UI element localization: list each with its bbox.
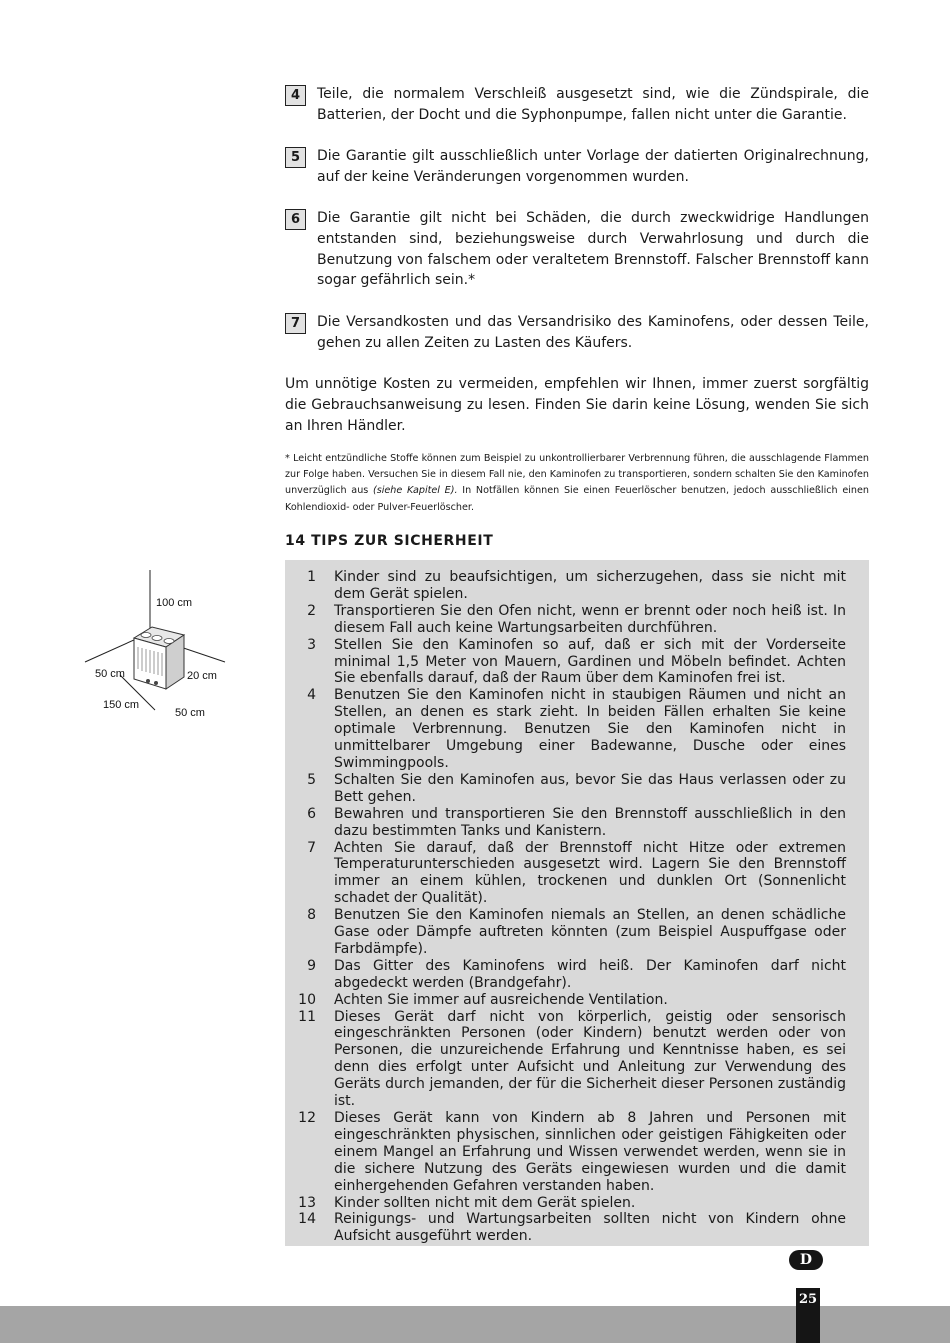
tip-item <box>285 907 869 958</box>
tip-item <box>285 992 869 1009</box>
tip-number: 4 <box>307 687 316 704</box>
tip-text: Reinigungs- und Wartungsarbeiten sollten nicht von Kindern ohne Aufsicht ausgeführt werden. <box>334 1211 846 1245</box>
tip-text: Kinder sollten nicht mit dem Gerät spielen. <box>334 1194 636 1211</box>
warranty-item <box>285 84 869 126</box>
label-bottom-left: 150 cm <box>103 699 140 711</box>
tip-text: Stellen Sie den Kaminofen so auf, daß er sich mit der Vorderseite minimal 1,5 Meter von Mauern, Gardinen und Möbeln befindet. Achten Sie ebenfalls darauf, daß der Raum über dem Kaminofen frei ist. <box>334 636 846 687</box>
page-number: 25 <box>796 1288 820 1343</box>
tip-number: 3 <box>307 636 316 653</box>
item-text: Die Versandkosten und das Versandrisiko des Kaminofens, oder dessen Teile, gehen zu allen Zeiten zu Lasten des Käufers. <box>317 314 869 351</box>
section-heading: 14 TIPS ZUR SICHERHEIT <box>285 533 494 549</box>
tip-number: 2 <box>307 602 316 619</box>
heater-clearance-diagram <box>80 565 230 725</box>
tip-item <box>285 637 869 688</box>
tip-text: Dieses Gerät kann von Kindern ab 8 Jahren und Personen mit eingeschränkten physischen, sinnlichen oder geistigen Fähigkeiten oder einem Mangel an Erfahrung und Wissen verwendet werden, wenn sie in die sichere Nutzung des Geräts eingewiesen wurden und die damit einhergehenden Gefahren verstanden haben. <box>334 1110 846 1194</box>
tip-item <box>285 958 869 992</box>
tip-number: 7 <box>307 839 316 856</box>
tip-number: 5 <box>307 771 316 788</box>
tip-number: 13 <box>298 1194 316 1211</box>
tip-text: Achten Sie immer auf ausreichende Ventilation. <box>334 991 668 1008</box>
tip-number: 11 <box>298 1008 316 1025</box>
tip-number: 10 <box>298 991 316 1008</box>
item-number-box: 5 <box>285 147 306 168</box>
tip-text: Transportieren Sie den Ofen nicht, wenn er brennt oder noch heiß ist. In diesem Fall auch keine Wartungsarbeiten durchführen. <box>334 602 846 636</box>
label-left: 50 cm <box>95 668 125 680</box>
warranty-item <box>285 146 869 188</box>
tip-item <box>285 1110 869 1195</box>
tip-text: Kinder sind zu beaufsichtigen, um sicherzugehen, dass sie nicht mit dem Gerät spielen. <box>334 569 846 602</box>
tip-item <box>285 1195 869 1212</box>
warranty-item <box>285 312 869 354</box>
tip-text: Benutzen Sie den Kaminofen nicht in staubigen Räumen und nicht an Stellen, an denen es stark zieht. In beiden Fällen erhalten Sie keine optimale Verbrennung. Benutzen Sie den Kaminofen nicht in unmittelbarer Umgebung einer Badewanne, Dusche oder eines Swimmingpools. <box>334 687 846 771</box>
tip-text: Dieses Gerät darf nicht von körperlich, geistig oder sensorisch eingeschränkten Personen (oder Kindern) benutzt werden oder von Personen, die unzureichende Erfahrung und Kenntnisse haben, es sei denn dies erfolgt unter Aufsicht und Anleitung zur Verwendung des Geräts durch jemanden, der für die Sicherheit dieser Personen zuständig ist. <box>334 1008 846 1110</box>
tip-number: 8 <box>307 907 316 924</box>
tip-number: 1 <box>307 569 316 585</box>
safety-tips-list <box>285 569 869 1245</box>
heater-icon <box>134 627 184 689</box>
tip-item <box>285 1211 869 1245</box>
footnote-reference: (siehe Kapitel E). <box>373 485 458 497</box>
tip-item <box>285 687 869 772</box>
tip-number: 6 <box>307 805 316 822</box>
language-badge: D <box>789 1250 823 1270</box>
tip-item <box>285 840 869 908</box>
tip-text: Benutzen Sie den Kaminofen niemals an Stellen, an denen schädliche Gase oder Dämpfe auftreten könnten (zum Beispiel Auspuffgase oder Farbdämpfe). <box>334 907 846 957</box>
safety-tips-box <box>285 560 869 1246</box>
tip-text: Schalten Sie den Kaminofen aus, bevor Sie das Haus verlassen oder zu Bett gehen. <box>334 771 846 805</box>
tip-number: 14 <box>298 1211 316 1228</box>
tip-item <box>285 569 869 603</box>
label-top: 100 cm <box>156 597 193 609</box>
item-number-box: 4 <box>285 85 306 106</box>
tip-item <box>285 806 869 840</box>
label-bottom-right: 50 cm <box>175 707 205 719</box>
item-text: Die Garantie gilt ausschließlich unter Vorlage der datierten Originalrechnung, auf der keine Veränderungen vorgenommen wurden. <box>317 148 869 185</box>
tip-item <box>285 603 869 637</box>
tip-text: Bewahren und transportieren Sie den Brennstoff ausschließlich in den dazu bestimmten Tanks und Kanistern. <box>334 805 846 839</box>
item-number-box: 6 <box>285 209 306 230</box>
tip-text: Achten Sie darauf, daß der Brennstoff nicht Hitze oder extremen Temperaturunterschieden ausgesetzt wird. Lagern Sie den Brennstoff immer an einem kühlen, trockenen und dunklen Ort (Sonnenlicht schadet der Qualität). <box>334 839 846 907</box>
item-number-box: 7 <box>285 313 306 334</box>
tip-item <box>285 772 869 806</box>
item-text: Teile, die normalem Verschleiß ausgesetzt sind, wie die Zündspirale, die Batterien, der Docht und die Syphonpumpe, fallen nicht unter die Garantie. <box>317 86 869 123</box>
footnote-text-end: In Notfällen können Sie einen Feuerlöscher benutzen, jedoch ausschließlich einen Kohlendioxid- oder Pulver-Feuerlöscher. <box>285 485 869 513</box>
item-text: Die Garantie gilt nicht bei Schäden, die durch zweckwidrige Handlungen entstanden sind, beziehungsweise durch Verwahrlosung und durch die Benutzung von falschem oder veraltetem Brennstoff. Falscher Brennstoff kann sogar gefährlich sein.* <box>317 210 869 289</box>
tip-number: 9 <box>307 957 316 974</box>
intro-paragraph: Um unnötige Kosten zu vermeiden, empfehlen wir Ihnen, immer zuerst sorgfältig die Gebrauchsanweisung zu lesen. Finden Sie darin keine Lösung, wenden Sie sich an Ihren Händler. <box>285 376 869 434</box>
footnote-text: * Leicht entzündliche Stoffe können zum Beispiel zu unkontrollierbarer Verbrennung führen, die ausschlagende Flammen zur Folge haben. Versuchen Sie in diesem Fall nie, den Kaminofen zu transportieren, sondern schalten Sie den Kaminofen unverzüglich aus <box>285 453 869 497</box>
tip-item <box>285 1009 869 1110</box>
footnote <box>285 451 869 516</box>
label-right: 20 cm <box>187 670 217 682</box>
tip-text: Das Gitter des Kaminofens wird heiß. Der Kaminofen darf nicht abgedeckt werden (Brandgefahr). <box>334 957 846 991</box>
warranty-item <box>285 208 869 291</box>
tip-number: 12 <box>298 1110 316 1126</box>
